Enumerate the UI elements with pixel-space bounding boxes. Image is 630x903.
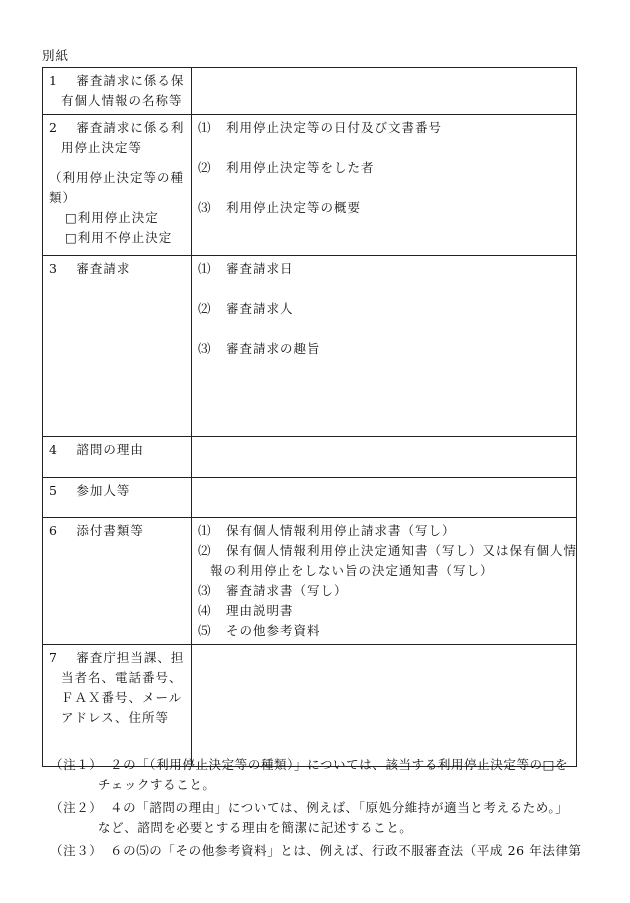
list-item: ⑵ 利用停止決定等をした者 <box>198 160 375 175</box>
list-item: ⑴ 利用停止決定等の日付及び文書番号 <box>198 120 443 135</box>
table-row <box>43 256 577 437</box>
label-line: ＦＡＸ番号、メール <box>61 690 183 705</box>
table-row <box>43 437 577 478</box>
row3-label <box>43 256 192 437</box>
label-line: 有個人情報の名称等 <box>61 93 183 108</box>
note-3 <box>50 841 590 861</box>
note-tag: （注１） <box>50 757 103 772</box>
row7-content <box>192 645 577 767</box>
list-item: ⑵ 審査請求人 <box>198 301 294 316</box>
label-line: 7 審査庁担当課、担 <box>49 650 185 665</box>
note-tag: （注３） <box>50 843 103 858</box>
row5-content <box>192 478 577 518</box>
table-row <box>43 518 577 645</box>
list-item: ⑴ 審査請求日 <box>198 261 294 276</box>
row4-content <box>192 437 577 478</box>
form-table <box>42 67 577 767</box>
note-tag: （注２） <box>50 800 103 815</box>
note-1 <box>50 755 590 795</box>
row2-label <box>43 115 192 256</box>
label-line: 類） <box>49 190 77 205</box>
label-line: 用停止決定等 <box>61 140 143 155</box>
label-line: アドレス、住所等 <box>61 710 170 725</box>
note-text: ４の「諮問の理由」については、例えば、「原処分維持が適当と考えるため。」 <box>110 800 569 815</box>
table-row <box>43 478 577 518</box>
label-line: 2 審査請求に係る利 <box>49 120 185 135</box>
label-line: （利用停止決定等の種 <box>49 170 185 185</box>
row7-label <box>43 645 192 767</box>
label-line: 6 添付書類等 <box>49 523 144 538</box>
notes-section <box>50 755 590 864</box>
note-text-cont: チェックすること。 <box>98 777 216 792</box>
list-item: ⑴ 保有個人情報利用停止請求書（写し） <box>198 523 456 538</box>
label-line: 1 審査請求に係る保 <box>49 73 185 88</box>
label-line: 当者名、電話番号、 <box>61 670 183 685</box>
attachment-label: 別紙 <box>42 48 70 63</box>
row2-content <box>192 115 577 256</box>
label-line: 4 諮問の理由 <box>49 442 144 457</box>
list-item-continuation: 報の利用停止をしない旨の決定通知書（写し） <box>210 563 494 578</box>
list-item: ⑶ 審査請求の趣旨 <box>198 341 321 356</box>
note-text-cont: など、諮問を必要とする理由を簡潔に記述すること。 <box>98 820 413 835</box>
table-row <box>43 68 577 115</box>
table-row <box>43 115 577 256</box>
row5-label <box>43 478 192 518</box>
label-line: 5 参加人等 <box>49 483 131 498</box>
note-text: ２の「（利用停止決定等の種類）」については、該当する利用停止決定等の□を <box>110 757 569 772</box>
row1-label <box>43 68 192 115</box>
checkbox-suspend-decision: □利用停止決定 <box>65 210 159 225</box>
row6-label <box>43 518 192 645</box>
row4-label <box>43 437 192 478</box>
list-item: ⑷ 理由説明書 <box>198 603 294 618</box>
table-row <box>43 645 577 767</box>
list-item: ⑸ その他参考資料 <box>198 623 321 638</box>
label-line: 3 審査請求 <box>49 261 131 276</box>
list-item: ⑶ 利用停止決定等の概要 <box>198 200 362 215</box>
row3-content <box>192 256 577 437</box>
row6-content <box>192 518 577 645</box>
checkbox-nonsuspend-decision: □利用不停止決定 <box>65 230 173 245</box>
note-text: ６の⑸の「その他参考資料」とは、例えば、行政不服審査法（平成 26 年法律第 <box>110 843 582 858</box>
note-2 <box>50 798 590 838</box>
list-item: ⑶ 審査請求書（写し） <box>198 583 348 598</box>
row1-content <box>192 68 577 115</box>
list-item: ⑵ 保有個人情報利用停止決定通知書（写し）又は保有個人情 <box>198 543 578 558</box>
